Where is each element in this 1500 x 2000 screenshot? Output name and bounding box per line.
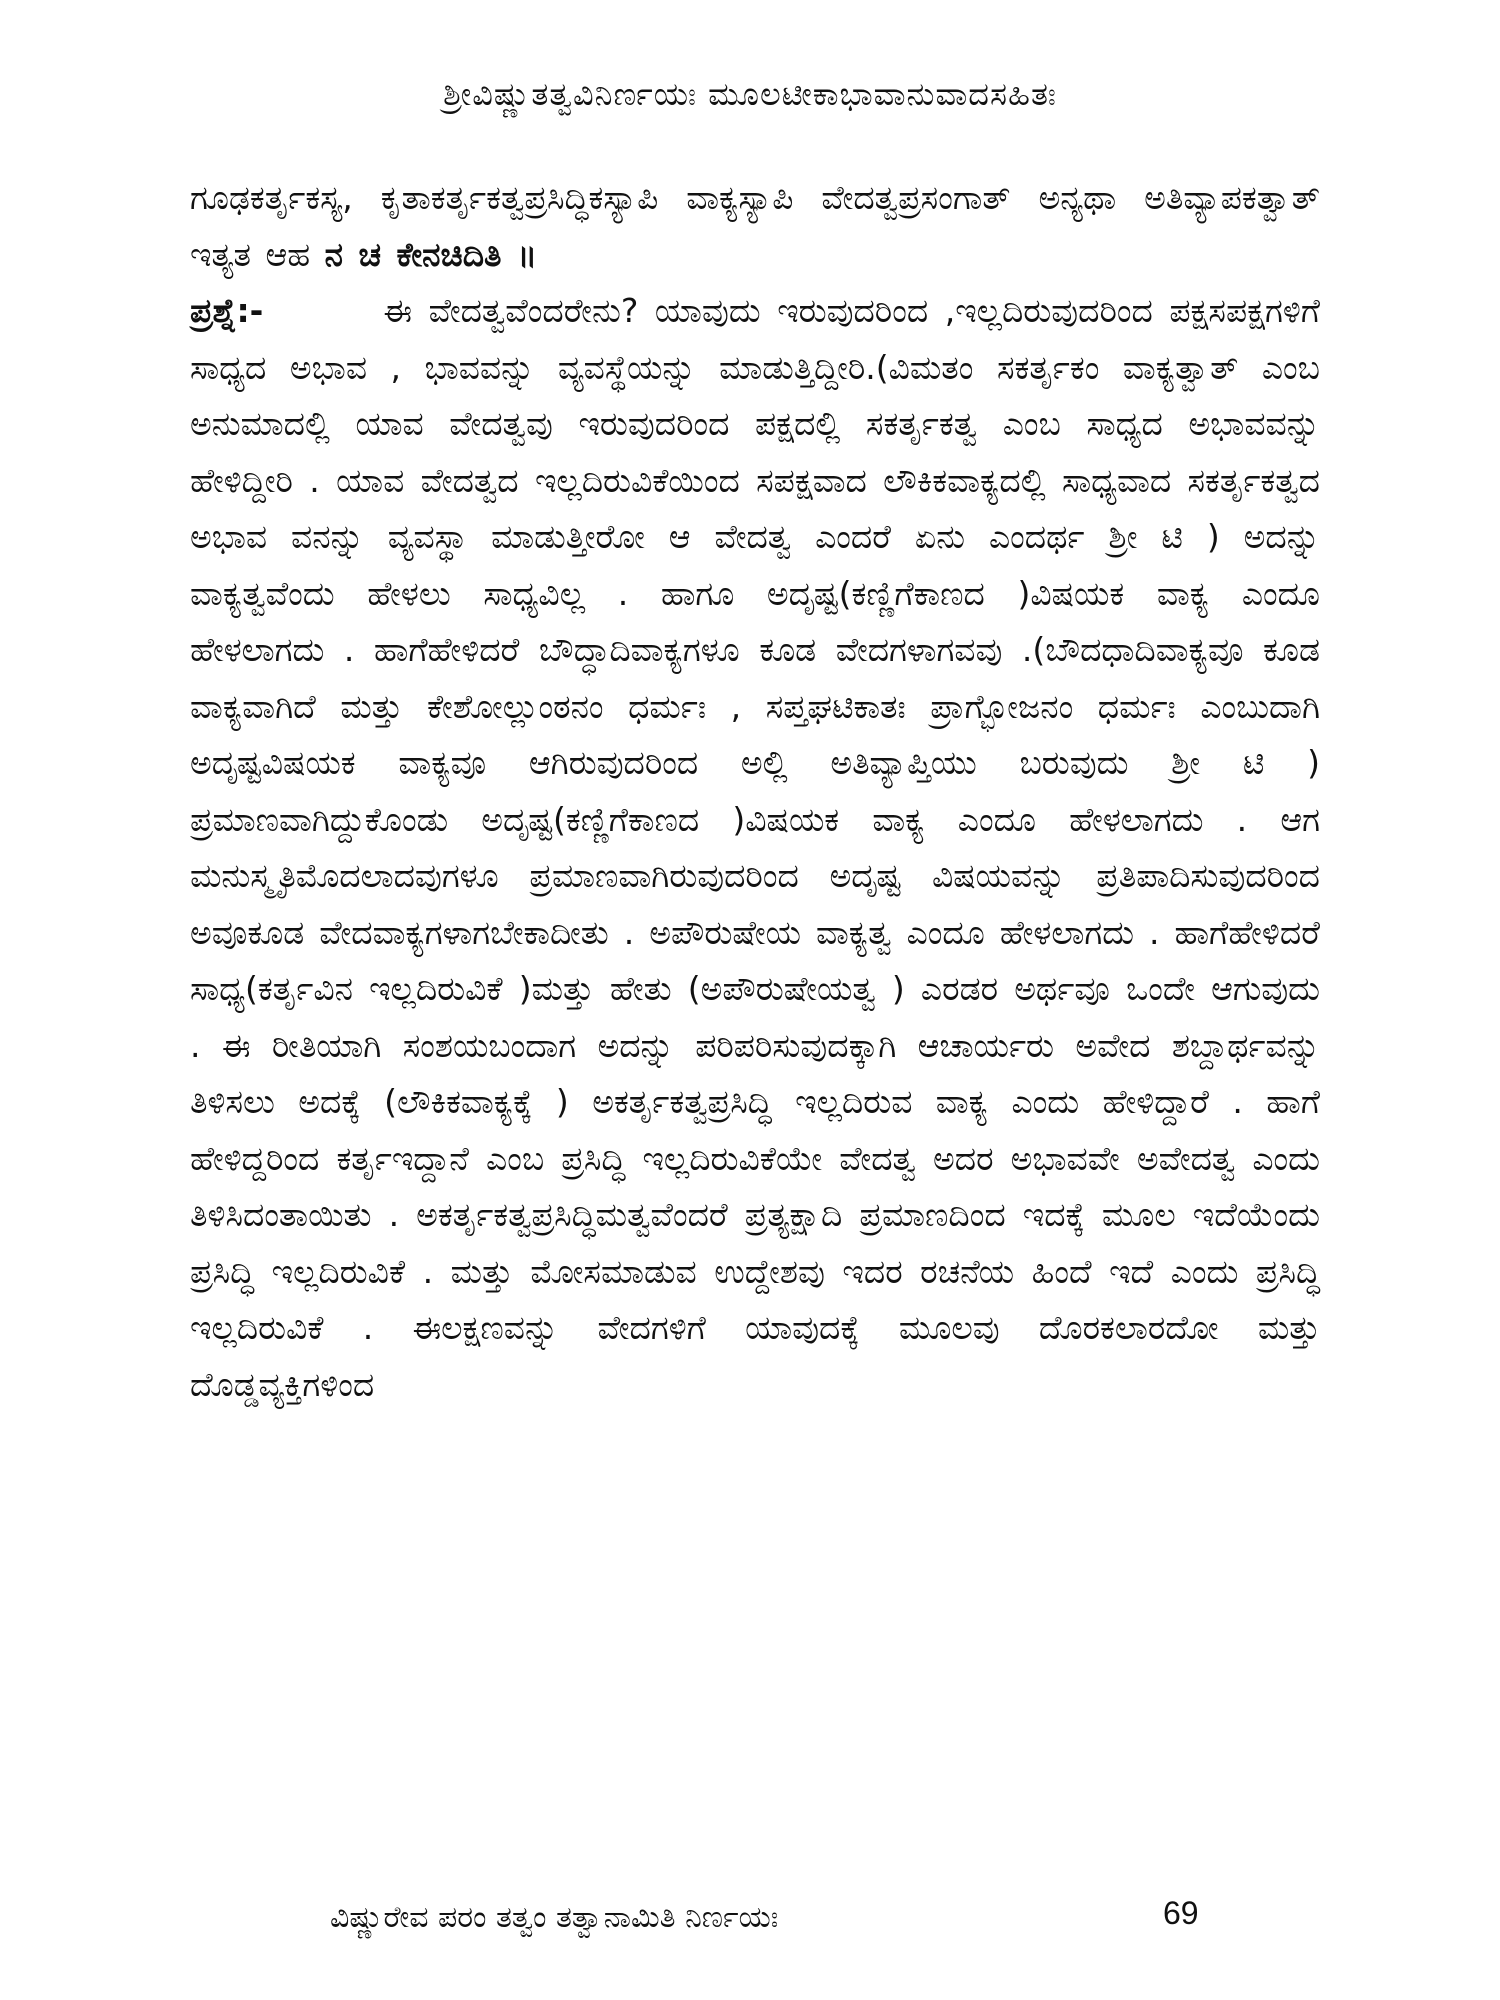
page-header: ಶ್ರೀವಿಷ್ಣುತತ್ವವಿನಿರ್ಣಯಃ ಮೂಲಟೀಕಾಭಾವಾನುವಾದಸಹಿತಃ — [443, 75, 1057, 113]
page-number: 69 — [1163, 1895, 1199, 1931]
paragraph-question — [190, 283, 1320, 1413]
question-label: ಪ್ರಶ್ನೆ:- — [190, 291, 264, 330]
question-text: ಈ ವೇದತ್ವವೆಂದರೇನು? ಯಾವುದು ಇರುವುದರಿಂದ ,ಇಲ್ಲದಿರುವುದರಿಂದ ಪಕ್ಷಸಪಕ್ಷಗಳಿಗೆ ಸಾಧ್ಯದ ಅಭಾವ , ಭಾವವನ್ನು ವ್ಯವಸ್ಥೆಯನ್ನು ಮಾಡುತ್ತಿದ್ದೀರಿ.(ವಿಮತಂ ಸಕರ್ತೃಕಂ ವಾಕ್ಯತ್ವಾತ್ ಎಂಬ ಅನುಮಾದಲ್ಲಿ ಯಾವ ವೇದತ್ವವು ಇರುವುದರಿಂದ ಪಕ್ಷದಲ್ಲಿ ಸಕರ್ತೃಕತ್ವ ಎಂಬ ಸಾಧ್ಯದ ಅಭಾವವನ್ನು ಹೇಳಿದ್ದೀರಿ . ಯಾವ ವೇದತ್ವದ ಇಲ್ಲದಿರುವಿಕೆಯಿಂದ ಸಪಕ್ಷವಾದ ಲೌಕಿಕವಾಕ್ಯದಲ್ಲಿ ಸಾಧ್ಯವಾದ ಸಕರ್ತೃಕತ್ವದ ಅಭಾವ ವನನ್ನು ವ್ಯವಸ್ಥಾ ಮಾಡುತ್ತೀರೋ ಆ ವೇದತ್ವ ಎಂದರೆ ಏನು ಎಂದರ್ಥ ಶ್ರೀ ಟಿ ) ಅದನ್ನು ವಾಕ್ಯತ್ವವೆಂದು ಹೇಳಲು ಸಾಧ್ಯವಿಲ್ಲ . ಹಾಗೂ ಅದೃಷ್ಟ(ಕಣ್ಣಿಗೆಕಾಣದ )ವಿಷಯಕ ವಾಕ್ಯ ಎಂದೂ ಹೇಳಲಾಗದು . ಹಾಗೆಹೇಳಿದರೆ ಬೌದ್ಧಾದಿವಾಕ್ಯಗಳೂ ಕೂಡ ವೇದಗಳಾಗವವು .(ಬೌದಧಾದಿವಾಕ್ಯವೂ ಕೂಡ ವಾಕ್ಯವಾಗಿದೆ ಮತ್ತು ಕೇಶೋಲ್ಲುಂಠನಂ ಧರ್ಮಃ , ಸಪ್ತಘಟಿಕಾತಃ ಪ್ರಾಗ್ಭೋಜನಂ ಧರ್ಮಃ ಎಂಬುದಾಗಿ ಅದೃಷ್ಟವಿಷಯಕ ವಾಕ್ಯವೂ ಆಗಿರುವುದರಿಂದ ಅಲ್ಲಿ ಅತಿವ್ಯಾಪ್ತಿಯು ಬರುವುದು ಶ್ರೀ ಟಿ ) ಪ್ರಮಾಣವಾಗಿದ್ದುಕೊಂಡು ಅದೃಷ್ಟ(ಕಣ್ಣಿಗೆಕಾಣದ )ವಿಷಯಕ ವಾಕ್ಯ ಎಂದೂ ಹೇಳಲಾಗದು . ಆಗ ಮನುಸ್ಮೃತಿಮೊದಲಾದವುಗಳೂ ಪ್ರಮಾಣವಾಗಿರುವುದರಿಂದ ಅದೃಷ್ಟ ವಿಷಯವನ್ನು ಪ್ರತಿಪಾದಿಸುವುದರಿಂದ ಅವೂಕೂಡ ವೇದವಾಕ್ಯಗಳಾಗಬೇಕಾದೀತು . ಅಪೌರುಷೇಯ ವಾಕ್ಯತ್ವ ಎಂದೂ ಹೇಳಲಾಗದು . ಹಾಗೆಹೇಳಿದರೆ ಸಾಧ್ಯ(ಕರ್ತೃವಿನ ಇಲ್ಲದಿರುವಿಕೆ )ಮತ್ತು ಹೇತು (ಅಪೌರುಷೇಯತ್ವ ) ಎರಡರ ಅರ್ಥವೂ ಒಂದೇ ಆಗುವುದು . ಈ ರೀತಿಯಾಗಿ ಸಂಶಯಬಂದಾಗ ಅದನ್ನು ಪರಿಪರಿಸುವುದಕ್ಕಾಗಿ ಆಚಾರ್ಯರು ಅವೇದ ಶಬ್ದಾರ್ಥವನ್ನು ತಿಳಿಸಲು ಅದಕ್ಕೆ (ಲೌಕಿಕವಾಕ್ಯಕ್ಕೆ ) ಅಕರ್ತೃಕತ್ವಪ್ರಸಿದ್ಧಿ ಇಲ್ಲದಿರುವ ವಾಕ್ಯ ಎಂದು ಹೇಳಿದ್ದಾರೆ . ಹಾಗೆ ಹೇಳಿದ್ದರಿಂದ ಕರ್ತೃಇದ್ದಾನೆ ಎಂಬ ಪ್ರಸಿದ್ಧಿ ಇಲ್ಲದಿರುವಿಕೆಯೇ ವೇದತ್ವ ಅದರ ಅಭಾವವೇ ಅವೇದತ್ವ ಎಂದು ತಿಳಿಸಿದಂತಾಯಿತು . ಅಕರ್ತೃಕತ್ವಪ್ರಸಿದ್ಧಿಮತ್ವವೆಂದರೆ ಪ್ರತ್ಯಕ್ಷಾದಿ ಪ್ರಮಾಣದಿಂದ ಇದಕ್ಕೆ ಮೂಲ ಇದೆಯೆಂದು ಪ್ರಸಿದ್ಧಿ ಇಲ್ಲದಿರುವಿಕೆ . ಮತ್ತು ಮೋಸಮಾಡುವ ಉದ್ದೇಶವು ಇದರ ರಚನೆಯ ಹಿಂದೆ ಇದೆ ಎಂದು ಪ್ರಸಿದ್ಧಿ ಇಲ್ಲದಿರುವಿಕೆ . ಈಲಕ್ಷಣವನ್ನು ವೇದಗಳಿಗೆ ಯಾವುದಕ್ಕೆ ಮೂಲವು ದೊರಕಲಾರದೋ ಮತ್ತು ದೊಡ್ಡವ್ಯಕ್ತಿಗಳಿಂದ — [190, 291, 1320, 1404]
intro-bold-quote: ನ ಚ ಕೇನಚಿದಿತಿ ॥ — [324, 234, 538, 274]
body-text — [190, 170, 1320, 1413]
footer-motto: ವಿಷ್ಣುರೇವ ಪರಂ ತತ್ವಂ ತತ್ವಾನಾಮಿತಿ ನಿರ್ಣಯಃ — [330, 1900, 779, 1935]
intro-text: ಗೂಢಕರ್ತೃಕಸ್ಯ, ಕೃತಾಕರ್ತೃಕತ್ವಪ್ರಸಿದ್ಧಿಕಸ್ಯಾಪಿ ವಾಕ್ಯಸ್ಯಾಪಿ ವೇದತ್ವಪ್ರಸಂಗಾತ್ ಅನ್ಯಥಾ ಅತಿವ್ಯಾಪಕತ್ವಾತ್ ಇತ್ಯತ ಆಹ — [190, 178, 1320, 274]
paragraph-intro — [190, 170, 1320, 283]
